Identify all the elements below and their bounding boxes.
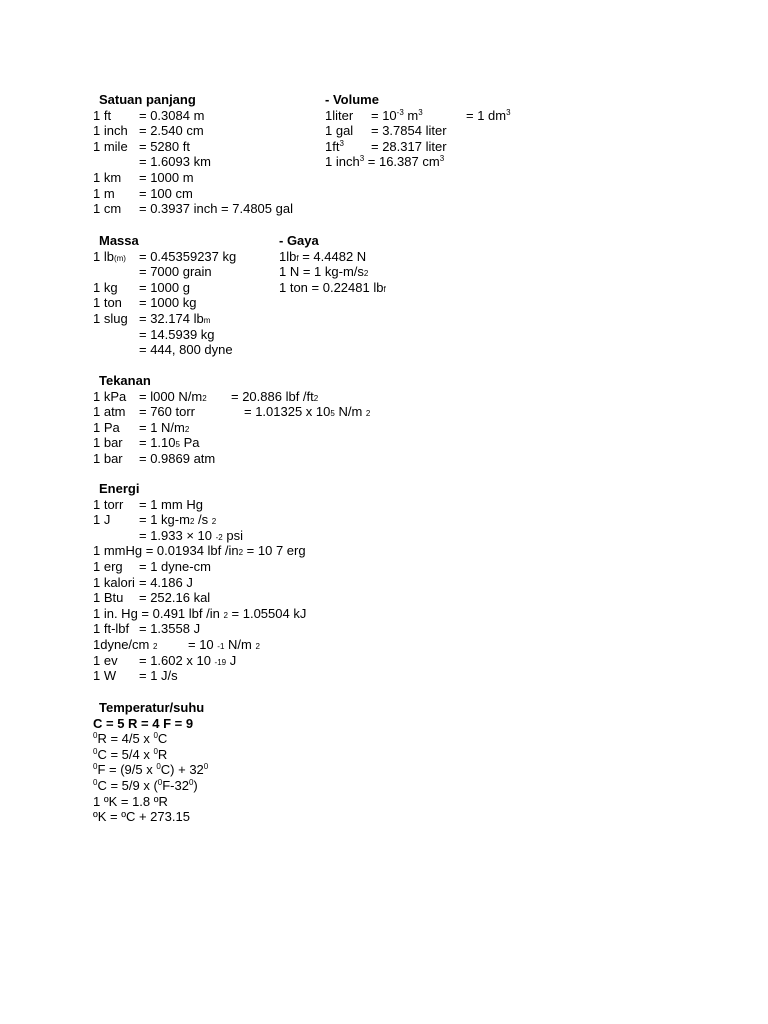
- energi-row: 1 ev = 1.602 x 10 -19 J: [93, 652, 237, 668]
- massa-row: = 14.5939 kg: [139, 326, 215, 342]
- energi-row: 1 mmHg = 0.01934 lbf /in2 = 10 7 erg: [93, 543, 306, 559]
- temperatur-row: $^0$C = 5/9 x $(^0F-32^0)$: [93, 777, 198, 793]
- volume-row: 1 gal = 3.7854 liter: [325, 123, 447, 139]
- temperatur-row: $^0$F = (9/5 x $^0C) + 32^0$: [93, 762, 209, 778]
- temperatur-row: ºK = ºC + 273.15: [93, 809, 190, 825]
- section-title-temperatur: Temperatur/suhu: [99, 700, 205, 715]
- panjang-row: 1 km = 1000 m: [93, 169, 194, 185]
- energi-row: 1 W = 1 J/s: [93, 668, 178, 684]
- tekanan-row: 1 kPa = l000 N/m2 = 20.886 lbf /ft2: [93, 388, 319, 404]
- temperatur-row: 1 ºK = 1.8 ºR: [93, 793, 168, 809]
- energi-row: 1 kalori = 4.186 J: [93, 574, 193, 590]
- section-temperatur: [93, 700, 393, 825]
- energi-row: 1dyne/cm 2 = 10 -1 N/m 2: [93, 636, 260, 652]
- volume-row: 1liter = $10^{-3}$ $m^3$ = 1 $dm^3$: [325, 107, 511, 123]
- section-title-tekanan: Tekanan: [99, 373, 151, 388]
- section-title-massa: Massa: [99, 233, 139, 248]
- section-title-panjang: Satuan panjang: [99, 92, 196, 107]
- section-tekanan: [93, 373, 393, 467]
- volume-row: $1ft^3$ = 28.317 liter: [325, 138, 447, 154]
- energi-row: 1 in. Hg = 0.491 lbf /in 2 = 1.05504 kJ: [93, 605, 307, 621]
- massa-row: = 7000 grain: [139, 264, 212, 280]
- massa-row: 1 kg = 1000 g: [93, 279, 190, 295]
- panjang-row: 1 m = 100 cm: [93, 185, 193, 201]
- section-title-volume: - Volume: [325, 92, 379, 107]
- tekanan-row: 1 bar = 0.9869 atm: [93, 450, 216, 466]
- tekanan-row: 1 atm = 760 torr = 1.01325 x 105 N/m 2: [93, 404, 371, 420]
- section-massa: [93, 233, 273, 358]
- section-panjang: [93, 92, 323, 217]
- tekanan-row: 1 Pa = 1 N/m2: [93, 419, 190, 435]
- tekanan-row: 1 bar = 1.105 Pa: [93, 435, 200, 451]
- energi-row: 1 ft-lbf = 1.3558 J: [93, 621, 201, 637]
- section-gaya: [279, 233, 479, 295]
- energi-row: 1 torr = 1 mm Hg: [93, 496, 203, 512]
- section-title-gaya: - Gaya: [279, 233, 319, 248]
- energi-row: 1 erg = 1 dyne-cm: [93, 558, 211, 574]
- section-title-energi: Energi: [99, 481, 140, 496]
- panjang-row: 1 ft = 0.3084 m: [93, 107, 205, 123]
- panjang-row: 1 mile = 5280 ft: [93, 138, 190, 154]
- massa-row: 1 slug = 32.174 lbm: [93, 310, 211, 326]
- temperatur-row: $^0$R = 4/5 x $^0$C: [93, 731, 168, 747]
- temperatur-ratio: C = 5 R = 4 F = 9: [93, 715, 194, 731]
- massa-row: 1 ton = 1000 kg: [93, 295, 197, 311]
- section-energi: [93, 481, 393, 684]
- massa-row: 1 lb(m) = 0.45359237 kg: [93, 248, 237, 264]
- energi-row: 1 J = 1 kg-m2 /s 2: [93, 512, 217, 528]
- panjang-row: 1 cm = 0.3937 inch = 7.4805 gal: [93, 201, 293, 217]
- gaya-row: 1lbf = 4.4482 N: [279, 248, 367, 264]
- gaya-row: 1 ton = 0.22481 lbf: [279, 279, 386, 295]
- energi-row: 1 Btu = 252.16 kal: [93, 590, 211, 606]
- panjang-row: = 1.6093 km: [139, 154, 211, 170]
- panjang-row: 1 inch = 2.540 cm: [93, 123, 204, 139]
- massa-row: = 444, 800 dyne: [139, 342, 233, 358]
- section-volume: [325, 92, 525, 170]
- volume-row: 1 inch$^3$ = 16.387 $cm^3$: [325, 154, 445, 170]
- gaya-row: 1 N = 1 kg-m/s2: [279, 264, 369, 280]
- temperatur-row: $^0$C = 5/4 x $^0$R: [93, 746, 168, 762]
- energi-row: = 1.933 × 10 -2 psi: [139, 527, 243, 543]
